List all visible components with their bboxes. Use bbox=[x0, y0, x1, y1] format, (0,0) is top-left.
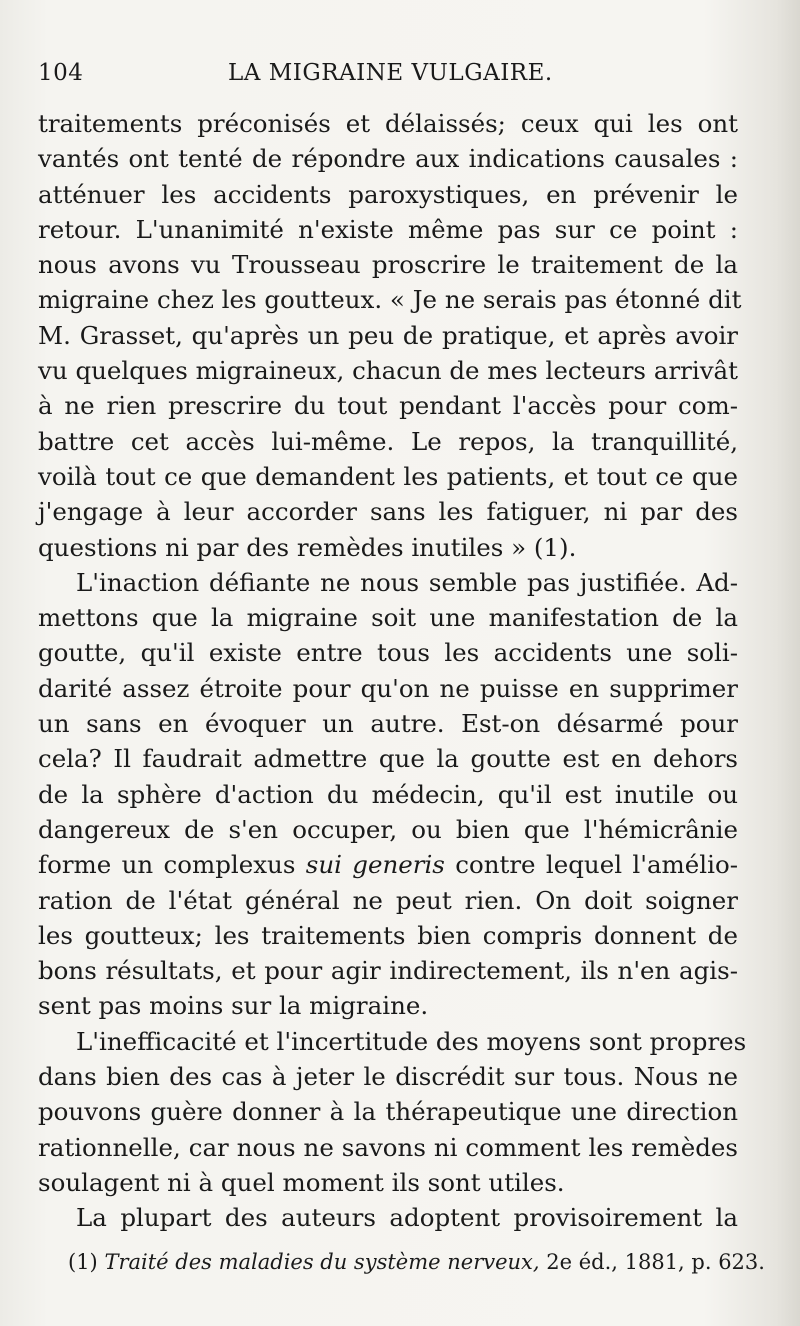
text-line: nous avons vu Trousseau proscrire le traitement de la bbox=[38, 250, 738, 280]
text-line: dangereux de s'en occuper, ou bien que l'hémicrânie bbox=[38, 814, 738, 844]
text-line: j'engage à leur accorder sans les fatiguer, ni par des bbox=[38, 497, 738, 527]
page-header bbox=[38, 60, 758, 94]
text-line: L'inefficacité et l'incertitude des moyens sont propres bbox=[76, 1026, 747, 1056]
text-line: retour. L'unanimité n'existe même pas sur ce point : bbox=[38, 214, 738, 244]
text-line: darité assez étroite pour qu'on ne puisse en supprimer bbox=[38, 673, 738, 703]
text-line: battre cet accès lui-même. Le repos, la tranquillité, bbox=[38, 426, 738, 456]
text-line: de la sphère d'action du médecin, qu'il est inutile ou bbox=[38, 779, 738, 809]
running-title: LA MIGRAINE VULGAIRE. bbox=[228, 60, 553, 86]
text-line: forme un complexus sui generis contre lequel l'amélio- bbox=[38, 850, 738, 880]
text-line: rationnelle, car nous ne savons ni comment les remèdes bbox=[38, 1132, 738, 1162]
text-line: les goutteux; les traitements bien compris donnent de bbox=[38, 920, 738, 950]
text-line: migraine chez les goutteux. « Je ne serais pas étonné dit bbox=[38, 285, 742, 315]
text-line: L'inaction défiante ne nous semble pas justifiée. Ad- bbox=[76, 567, 738, 597]
body-text bbox=[38, 106, 747, 1236]
paragraph bbox=[38, 1024, 747, 1200]
text-line: dans bien des cas à jeter le discrédit sur tous. Nous ne bbox=[38, 1062, 738, 1092]
text-line: pouvons guère donner à la thérapeutique une direction bbox=[38, 1097, 738, 1127]
text-line: traitements préconisés et délaissés; ceux qui les ont bbox=[38, 109, 738, 138]
page-number: 104 bbox=[38, 60, 84, 86]
text-line: mettons que la migraine soit une manifestation de la bbox=[38, 603, 738, 633]
text-line: un sans en évoquer un autre. Est-on désarmé pour bbox=[38, 709, 738, 739]
paragraph bbox=[38, 106, 742, 565]
footnote-marker: (1) bbox=[68, 1250, 98, 1274]
text-line: questions ni par des remèdes inutiles » (1). bbox=[38, 532, 577, 562]
latin-phrase: sui generis bbox=[305, 850, 445, 880]
text-line: vu quelques migraineux, chacun de mes lecteurs arrivât bbox=[38, 356, 738, 386]
footnote-title: Traité des maladies du système nerveux, bbox=[104, 1250, 540, 1274]
paragraph bbox=[38, 1200, 738, 1235]
text-line: sent pas moins sur la migraine. bbox=[38, 991, 429, 1021]
text-line: à ne rien prescrire du tout pendant l'accès pour com- bbox=[38, 391, 738, 421]
paragraph bbox=[38, 565, 738, 1024]
footnote-reference: 2e éd., 1881, p. 623. bbox=[546, 1250, 765, 1274]
text-line: voilà tout ce que demandent les patients, et tout ce que bbox=[38, 461, 738, 491]
text-line: soulagent ni à quel moment ils sont utiles. bbox=[38, 1167, 565, 1197]
text-line: ration de l'état général ne peut rien. On doit soigner bbox=[38, 885, 738, 915]
text-line: La plupart des auteurs adoptent provisoirement la bbox=[76, 1203, 738, 1233]
text-line: bons résultats, et pour agir indirectement, ils n'en agis- bbox=[38, 956, 738, 986]
text-line: M. Grasset, qu'après un peu de pratique, et après avoir bbox=[38, 320, 738, 350]
text-line: vantés ont tenté de répondre aux indications causales : bbox=[38, 144, 738, 174]
text-line: cela? Il faudrait admettre que la goutte est en dehors bbox=[38, 744, 738, 774]
text-line: atténuer les accidents paroxystiques, en prévenir le bbox=[38, 179, 738, 209]
footnote bbox=[68, 1250, 765, 1274]
text-line: goutte, qu'il existe entre tous les accidents une soli- bbox=[38, 638, 738, 668]
